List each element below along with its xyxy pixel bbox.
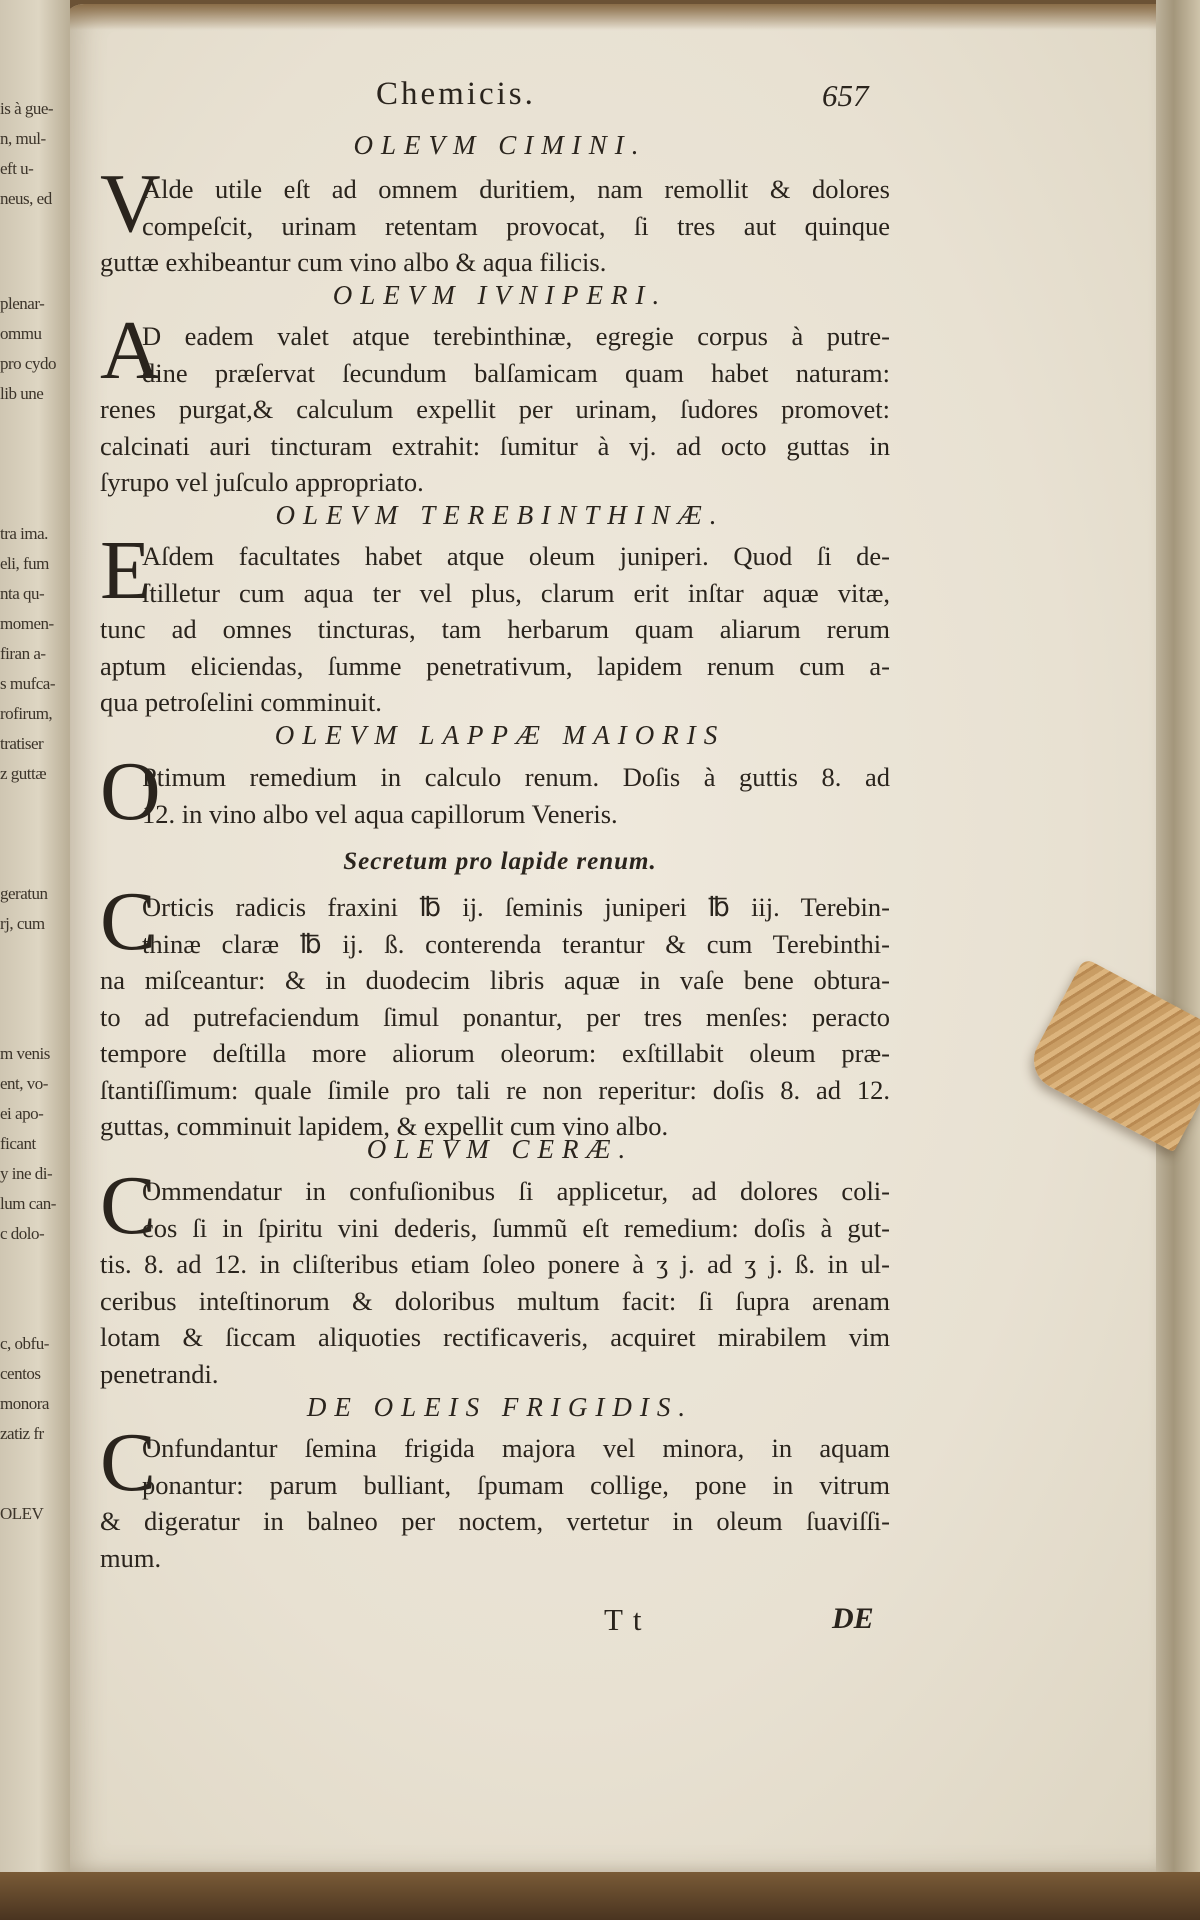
text-line: lotam & ſiccam aliquoties rectificaveris, acquiret mirabilem vim	[100, 1322, 890, 1352]
text-line: Orticis radicis fraxini ℔ ij. ſeminis juniperi ℔ iij. Terebin-	[142, 892, 890, 922]
text-line: to ad putrefaciendum ſimul ponantur, per tres menſes: peracto	[100, 1001, 890, 1032]
facing-page-fragment: eft u-	[0, 159, 34, 178]
text-line: penetrandi.	[100, 1358, 219, 1389]
text-line: renes purgat,& calculum expellit per urinam, ſudores promovet:	[100, 394, 890, 424]
text-line: ponantur: parum bulliant, ſpumam collige, pone in vitrum	[142, 1469, 890, 1500]
section-paragraph	[100, 1416, 890, 1576]
text-line: cos ſi in ſpiritu vini dederis, ſummũ eſt remedium: doſis à gut-	[142, 1212, 890, 1243]
text-line: Alde utile eſt ad omnem duritiem, nam remollit & dolores	[142, 174, 890, 204]
text-line: ſtantiſſimum: quale ſimile pro tali re non reperitur: doſis 8. ad 12.	[100, 1074, 890, 1105]
text-line: 12. in vino albo vel aqua capillorum Veneris.	[142, 798, 618, 829]
drop-cap: A	[100, 304, 161, 397]
text-line: Aſdem facultates habet atque oleum juniperi. Quod ſi de-	[142, 541, 890, 571]
facing-page-fragment: momen-	[0, 614, 54, 633]
text-line: ſtilletur cum aqua ter vel plus, clarum erit inſtar aquæ vitæ,	[142, 577, 890, 608]
facing-page-fragment: ficant	[0, 1134, 36, 1153]
section-paragraph	[100, 1159, 890, 1392]
text-line: calcinati auri tincturam extrahit: ſumitur à vj. ad octo guttas in	[100, 430, 890, 461]
signature-mark: Tt	[604, 1602, 652, 1637]
facing-page-fragment: rofirum,	[0, 704, 53, 723]
text-line: guttas, comminuit lapidem, & expellit cum vino albo.	[100, 1111, 669, 1141]
facing-page-fragment: lum can-	[0, 1194, 56, 1213]
section-heading: DE OLEIS FRIGIDIS.	[306, 1392, 694, 1422]
section-heading: OLEVM LAPPÆ MAIORIS	[274, 720, 726, 750]
section-paragraph	[100, 875, 890, 1145]
section-paragraph	[100, 745, 890, 838]
facing-page-fragment: y ine di-	[0, 1164, 53, 1183]
section-heading: OLEVM CIMINI.	[353, 130, 647, 160]
text-line: tis. 8. ad 12. in cliſteribus etiam ſoleo ponere à ʒ j. ad ʒ j. ß. in ul-	[100, 1249, 890, 1279]
facing-page-fragment: c dolo-	[0, 1224, 45, 1243]
facing-page-fragment: ent, vo-	[0, 1074, 48, 1093]
section-paragraph	[100, 157, 890, 281]
section-paragraph	[100, 304, 890, 501]
facing-page-fragment: tratiser	[0, 734, 44, 753]
facing-page-fragment: is à gue-	[0, 99, 54, 118]
facing-page-fragment: m venis	[0, 1044, 50, 1063]
facing-page-fragment: rj, cum	[0, 914, 45, 933]
facing-page-fragment: n, mul-	[0, 129, 46, 148]
facing-page-fragment: monora	[0, 1394, 49, 1413]
text-line: tunc ad omnes tincturas, tam herbarum quam aliarum rerum	[100, 614, 890, 644]
facing-page-fragment: geratun	[0, 884, 48, 903]
running-head: Chemicis.	[376, 76, 536, 112]
facing-page-fragment: pro cydo	[0, 354, 56, 373]
text-line: aptum eliciendas, ſumme penetrativum, lapidem renum cum a-	[100, 650, 890, 681]
facing-page-fragment: firan a-	[0, 644, 46, 663]
section-heading: Secretum pro lapide renum.	[343, 848, 657, 875]
text-line: Ommendatur in confuſionibus ſi applicetur, ad dolores coli-	[142, 1176, 890, 1206]
text-line: Onfundantur ſemina frigida majora vel minora, in aquam	[142, 1433, 890, 1463]
text-line: dine præſervat ſecundum balſamicam quam habet naturam:	[142, 357, 890, 388]
facing-page-fragment: centos	[0, 1364, 41, 1383]
facing-page-fragment: nta qu-	[0, 584, 45, 603]
text-line: & digeratur in balneo per noctem, vertetur in oleum ſuaviſſi-	[100, 1506, 890, 1536]
page-number: 657	[822, 78, 869, 113]
text-line: qua petroſelini comminuit.	[100, 687, 382, 717]
facing-page-fragment: lib une	[0, 384, 44, 403]
drop-cap: V	[100, 157, 161, 250]
drop-cap: C	[100, 1159, 157, 1252]
text-line: Ptimum remedium in calculo renum. Doſis à guttis 8. ad	[142, 762, 890, 792]
facing-page-fragment: c, obfu-	[0, 1334, 49, 1353]
section-paragraph	[100, 524, 890, 721]
text-line: ceribus inteſtinorum & doloribus multum facit: ſi ſupra arenam	[100, 1285, 890, 1316]
facing-page-fragment: s mufca-	[0, 674, 56, 693]
drop-cap: O	[100, 745, 161, 838]
text-line: guttæ exhibeantur cum vino albo & aqua filicis.	[100, 247, 607, 277]
facing-page-fragment: plenar-	[0, 294, 45, 313]
facing-page-fragment: tra ima.	[0, 524, 48, 543]
text-line: mum.	[100, 1542, 162, 1573]
catchword: DE	[832, 1602, 874, 1635]
drop-cap: E	[100, 524, 152, 617]
text-line: ſyrupo vel juſculo appropriato.	[100, 467, 424, 497]
facing-page-fragment: ei apo-	[0, 1104, 44, 1123]
facing-page-fragment: neus, ed	[0, 189, 52, 208]
facing-page-fragment: ommu	[0, 324, 42, 343]
text-line: thinæ claræ ℔ ij. ß. conterenda terantur & cum Terebinthi-	[142, 928, 890, 959]
text-line: D eadem valet atque terebinthinæ, egregie corpus à putre-	[142, 321, 890, 351]
section-heading: OLEVM IVNIPERI.	[332, 280, 668, 310]
text-line: tempore deſtilla more aliorum oleorum: exſtillabit oleum præ-	[100, 1038, 890, 1068]
section-heading: OLEVM CERÆ.	[366, 1134, 634, 1164]
text-line: na miſceantur: & in duodecim libris aquæ in vaſe bene obtura-	[100, 965, 890, 995]
facing-page-fragment: z guttæ	[0, 764, 47, 783]
drop-cap: C	[100, 875, 157, 968]
text-line: compeſcit, urinam retentam provocat, ſi tres aut quinque	[142, 210, 890, 241]
facing-page-fragment: OLEV	[0, 1504, 44, 1523]
facing-page-fragment: zatiz fr	[0, 1424, 44, 1443]
facing-page-fragment: eli, fum	[0, 554, 49, 573]
drop-cap: C	[100, 1416, 157, 1509]
section-heading: OLEVM TEREBINTHINÆ.	[275, 500, 725, 530]
